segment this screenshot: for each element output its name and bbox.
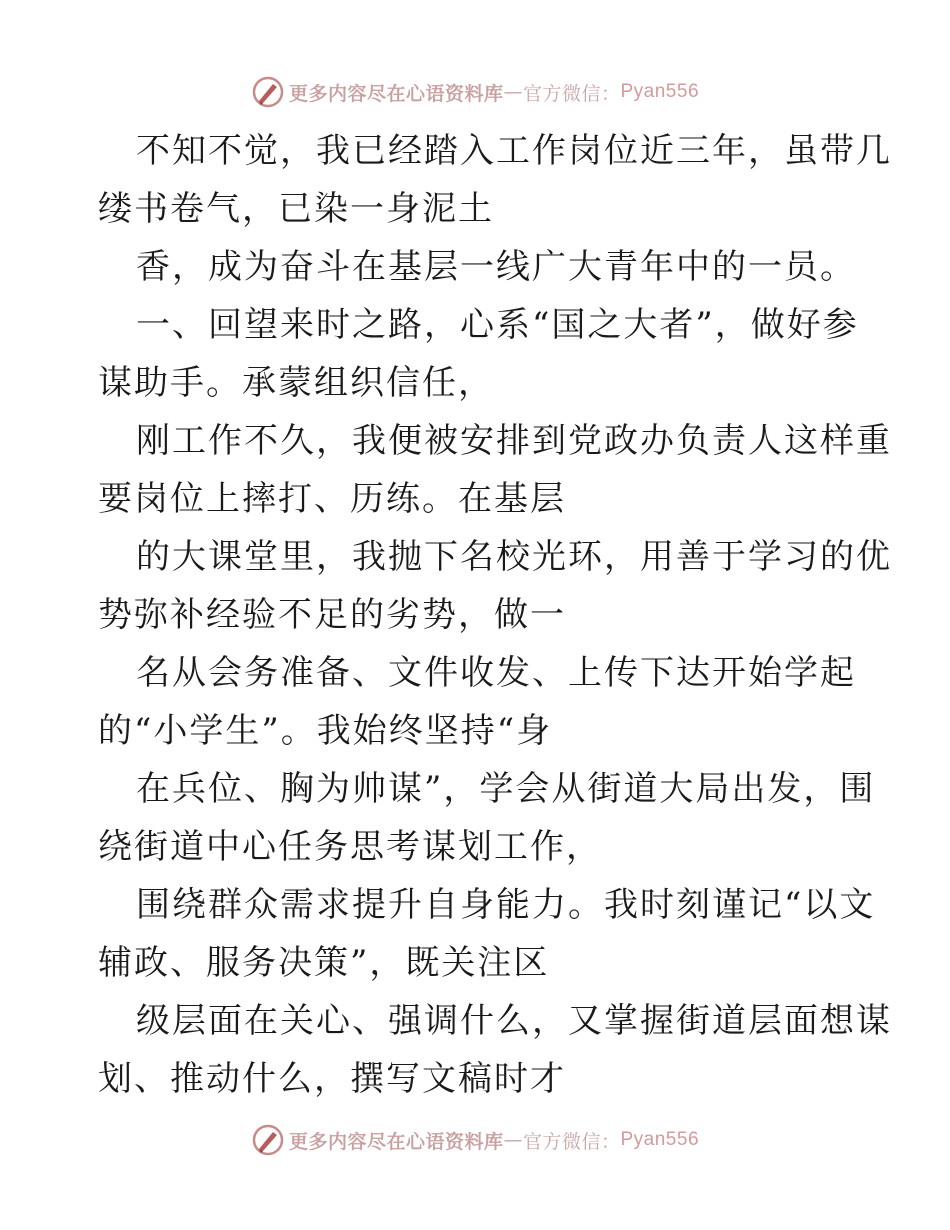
text-line: 不知不觉，我已经踏入工作岗位近三年，虽带几: [136, 131, 892, 171]
text-line: 刚工作不久，我便被安排到党政办负责人这样重: [136, 421, 892, 461]
text-line: 名从会务准备、文件收发、上传下达开始学起: [136, 653, 856, 693]
text-line: 在兵位、胸为帅谋”，学会从街道大局出发，围: [136, 769, 876, 809]
text-line: 香，成为奋斗在基层一线广大青年中的一员。: [136, 247, 856, 287]
watermark-wechat-id: Pyan556: [620, 81, 700, 102]
watermark-brand: 更多内容尽在心语资料库: [288, 82, 504, 105]
text-line: 谋助手。承蒙组织信任，: [98, 363, 494, 403]
pen-logo-icon: [251, 1123, 285, 1157]
text-line: 绕街道中心任务思考谋划工作，: [98, 827, 602, 867]
text-line: 级层面在关心、强调什么，又掌握街道层面想谋: [136, 1001, 892, 1041]
text-line: 围绕群众需求提升自身能力。我时刻谨记“以文: [136, 885, 876, 925]
text-line: 的大课堂里，我抛下名校光环，用善于学习的优: [136, 537, 892, 577]
watermark-dash: —: [503, 1129, 523, 1151]
text-line: 划、推动什么，撰写文稿时才: [98, 1059, 566, 1099]
document-body: [98, 122, 892, 1108]
watermark-brand: 更多内容尽在心语资料库: [288, 1130, 504, 1153]
watermark-official: 官方微信：: [522, 82, 621, 105]
watermark-official: 官方微信：: [522, 1130, 621, 1153]
text-line: 一、回望来时之路，心系“国之大者”，做好参: [136, 305, 859, 345]
footer-watermark: [0, 1120, 950, 1160]
header-watermark: [0, 72, 950, 112]
text-line: 势弥补经验不足的劣势，做一: [98, 595, 566, 635]
text-line: 要岗位上摔打、历练。在基层: [98, 479, 566, 519]
text-line: 辅政、服务决策”，既关注区: [98, 943, 550, 983]
text-line: 缕书卷气，已染一身泥土: [98, 189, 494, 229]
watermark-dash: —: [503, 81, 523, 103]
watermark-wechat-id: Pyan556: [620, 1129, 700, 1150]
pen-logo-icon: [251, 75, 285, 109]
text-line: 的“小学生”。我始终坚持“身: [98, 711, 553, 751]
